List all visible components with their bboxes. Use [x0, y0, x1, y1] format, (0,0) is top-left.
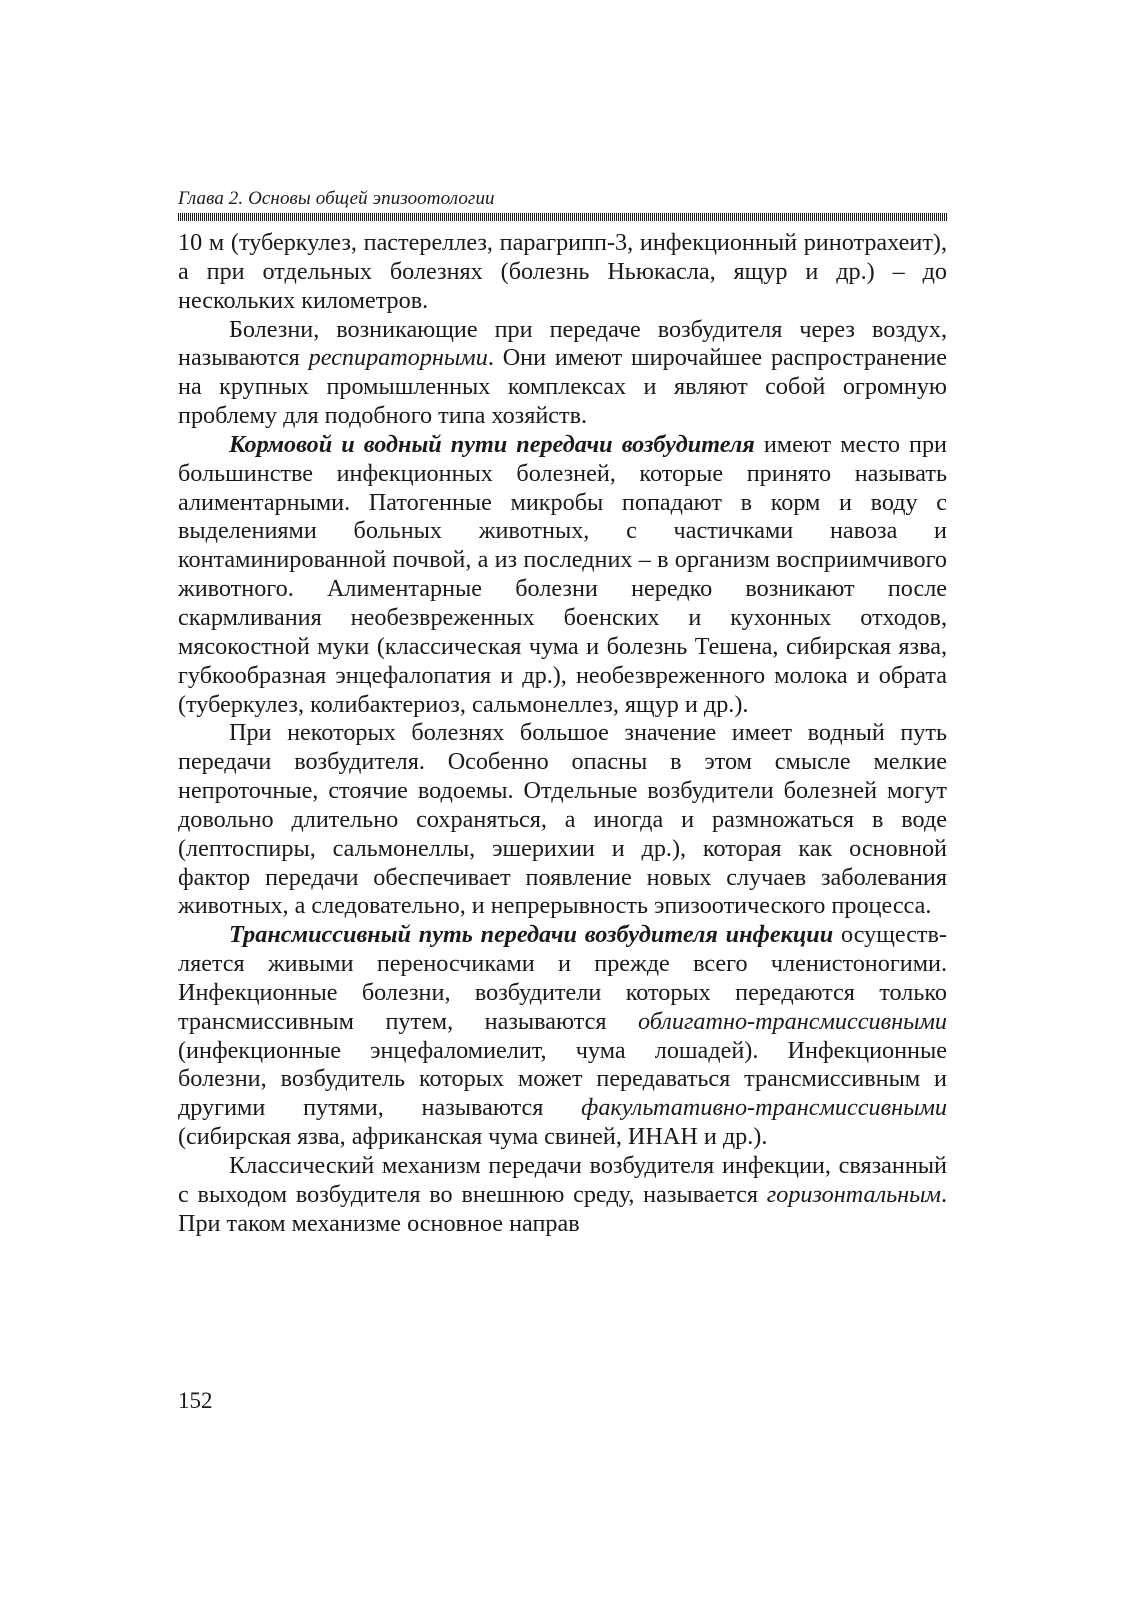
italic-term: горизонтальным [766, 1180, 941, 1208]
text-run: Классический механизм передачи возбудителя инфекции, связанный с выходом возбудителя во внешнюю среду, называется [178, 1152, 947, 1208]
paragraph-respiratory [178, 316, 947, 431]
text-run: . Они имеют широчайшее распространение на крупных промышленных комплексах и являют собой огромную проблему для подобного типа хозяйств. [178, 344, 947, 430]
paragraph-transmissive [178, 921, 947, 1152]
text-run: (инфекционные энцефаломиелит, чума лошадей). Инфекционные болезни, возбудитель которых может передаваться трансмиссивным и другими путями, называются [178, 1036, 947, 1122]
paragraph-water-route [178, 719, 947, 921]
text-run: Болезни, возникающие при передаче возбудителя через воздух, называются [178, 315, 947, 372]
running-header: Глава 2. Основы общей эпизоотологии [178, 188, 495, 209]
text-run: осуществляется живыми переносчиками и прежде всего членистоногими. Инфекционные болезни, возбудители которых передаются только трансмиссивным путем, называются [178, 921, 947, 1035]
italic-term: респираторными [308, 344, 488, 372]
body-text [178, 229, 947, 1239]
header-rule [178, 213, 947, 221]
paragraph-continuation [178, 229, 947, 316]
bold-italic-heading: Трансмиссивный путь передачи возбудителя инфекции [229, 921, 834, 949]
italic-term: факультативно-трансмиссивными [581, 1094, 947, 1122]
italic-term: облигатно-трансмиссивными [637, 1007, 947, 1035]
text-run: . При таком механизме основное направ [178, 1180, 947, 1237]
text-run: 10 м (туберкулез, пастереллез, парагрипп-3, инфекционный ринотрахеит), а при отдельных болезнях (болезнь Ньюкасла, ящур и др.) – до нескольких километров. [178, 229, 947, 314]
text-run: имеют место при большинстве инфекционных болезней, которые принято называть алиментарными. Патогенные микробы попадают в корм и воду с выделениями больных животных, с частичками навоза и контаминированной почвой, а из последних – в организм восприимчивого животного. Алиментарные болезни нередко возникают после скармливания необезвреженных боенских и кухонных отходов, мясокостной муки (классическая чума и болезнь Тешена, сибирская язва, губкообразная энцефалопатия и др.), необезвреженного молока и обрата (туберкулез, колибактериоз, сальмонеллез, ящур и др.). [178, 430, 947, 718]
paragraph-horizontal [178, 1152, 947, 1239]
text-run: При некоторых болезнях большое значение имеет водный путь передачи возбудителя. Особенно опасны в этом смысле мелкие непроточные, стоячие водоемы. Отдельные возбудители болезней могут довольно длительно сохраняться, а иногда и размножаться в воде (лептоспиры, сальмонеллы, эшерихии и др.), которая как основной фактор передачи обеспечивает появление новых случаев заболевания животных, а следовательно, и непрерывность эпизоотического процесса. [178, 719, 947, 920]
page-number: 152 [178, 1388, 213, 1413]
bold-italic-heading: Кормовой и водный пути передачи возбудителя [229, 430, 755, 458]
paragraph-alimentary [178, 431, 947, 719]
text-run: (сибирская язва, африканская чума свиней, ИНАН и др.). [178, 1123, 768, 1151]
book-page [178, 188, 947, 1239]
